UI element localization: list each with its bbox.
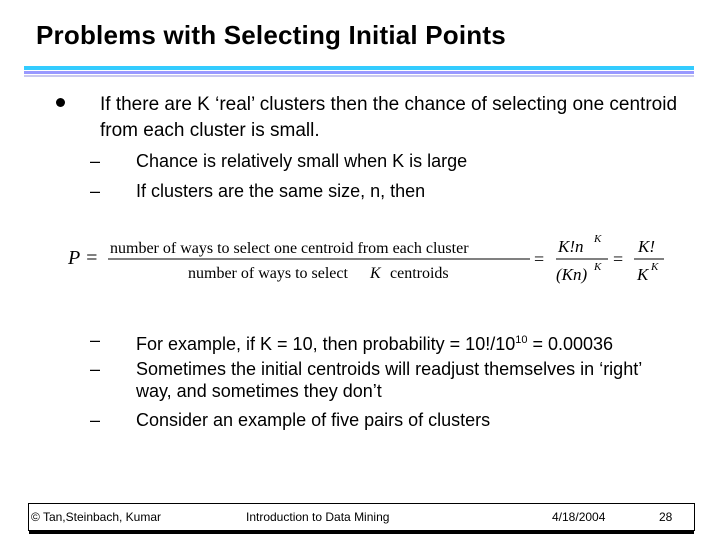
dash-marker: – (90, 181, 101, 201)
dash-marker: – (90, 330, 101, 350)
slide-footer (28, 503, 695, 531)
slide-title: Problems with Selecting Initial Points (36, 20, 506, 50)
frac3-numerator: K! (638, 237, 655, 256)
title-rule-purple (24, 71, 694, 74)
sub-item-text (136, 329, 676, 355)
frac2-numerator: K!n (558, 237, 584, 256)
sub-item-text: If clusters are the same size, n, then (136, 181, 426, 201)
footer-course: Introduction to Data Mining (246, 510, 390, 524)
frac2-numerator-exp: K (594, 233, 602, 245)
footer-date: 4/18/2004 (552, 510, 606, 524)
formula-numerator: number of ways to select one centroid from each cluster (110, 240, 469, 257)
frac2-denominator: (Kn) (556, 265, 588, 284)
dash-marker: – (90, 151, 101, 171)
formula-denominator-var: K (370, 265, 381, 282)
footer-page-number: 28 (659, 510, 673, 524)
title-rule-cyan (24, 66, 694, 70)
formula-equals-2: = (613, 249, 624, 269)
sub-item-text-a: For example, if K = 10, then probability = 10!/10 (136, 334, 516, 354)
formula-denominator-left: number of ways to select (188, 265, 348, 282)
sub-item-text: Chance is relatively small when K is large (136, 151, 468, 171)
sub-item-text-b: = 0.00036 (527, 334, 614, 354)
dash-marker: – (90, 410, 101, 430)
formula-lhs: P = (68, 247, 99, 269)
frac3-denominator: K (637, 265, 649, 284)
frac3-denominator-exp: K (651, 261, 659, 273)
footer-copyright: © Tan,Steinbach, Kumar (31, 510, 162, 524)
title-rule-light (24, 75, 694, 77)
frac2-denominator-exp: K (594, 261, 602, 273)
main-bullet-text: If there are K ‘real’ clusters then the chance of selecting one centroid from each cluster is small. (100, 94, 678, 141)
probability-formula (60, 228, 680, 294)
sub-item-text: Consider an example of five pairs of clusters (136, 410, 491, 430)
formula-equals: = (534, 249, 545, 269)
dash-marker: – (90, 359, 101, 379)
formula-denominator-right: centroids (390, 265, 449, 282)
exponent: 10 (515, 334, 528, 346)
sub-item-text: Sometimes the initial centroids will readjust themselves in ‘right’ way, and sometimes they don’t (136, 359, 642, 401)
bullet-dot-icon (56, 98, 65, 107)
